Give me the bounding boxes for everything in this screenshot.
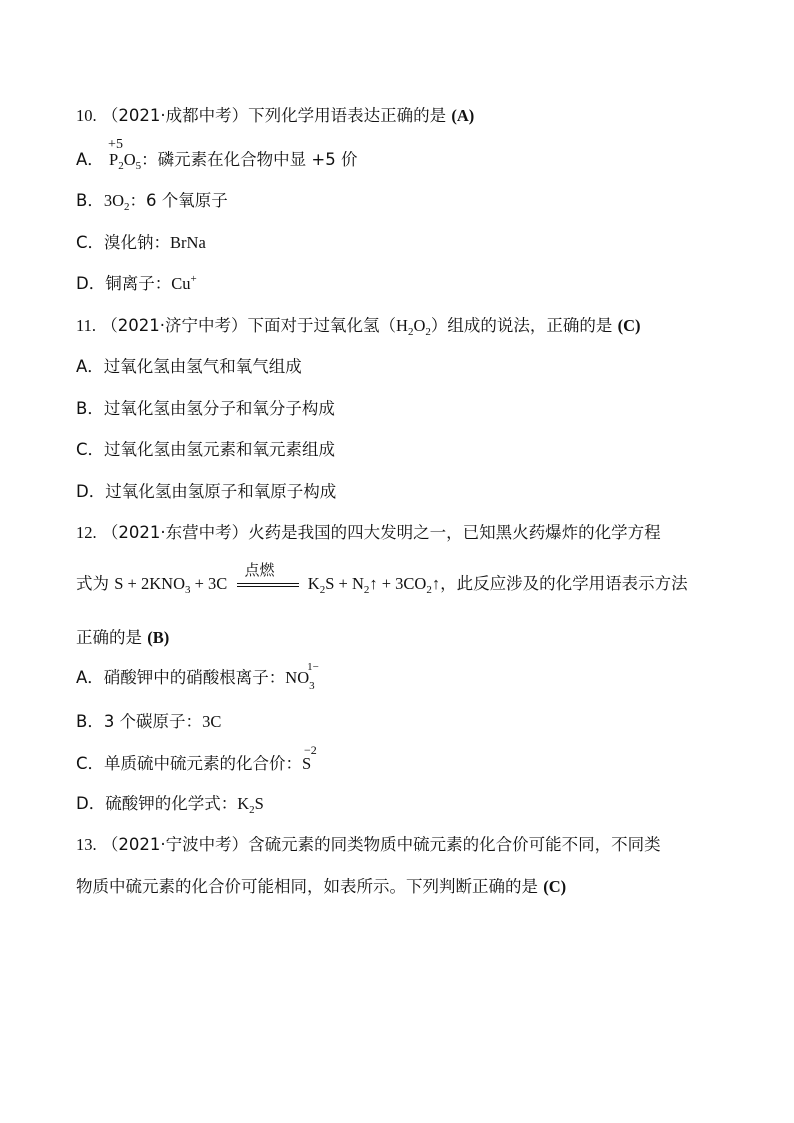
q12-eq-post: ，此反应涉及的化学用语表示方法 [440, 574, 688, 593]
q13-line2-text: 物质中硫元素的化合价可能相同，如表所示。下列判断正确的是 [76, 877, 538, 896]
q12-c-symbol: S [302, 754, 312, 773]
q12-eq-r1: K [307, 574, 320, 593]
q10-d-text: 铜离子： [105, 274, 172, 293]
q13-stem [76, 834, 661, 856]
q10-a-formula [108, 137, 123, 171]
q12-eq-left: S + 2KNO [114, 574, 185, 593]
q12-option-b [76, 711, 221, 733]
q10-c-formula: BrNa [170, 233, 206, 252]
q10-stem-text: 下列化学用语表达正确的是 [248, 106, 447, 125]
q12-stem-text: 火药是我国的四大发明之一，已知黑火药爆炸的化学方程 [248, 523, 661, 542]
q10-a-p: P [109, 150, 119, 169]
q12-stem-line3 [76, 627, 169, 649]
q10-b-text: ：6 个氧原子 [129, 191, 228, 210]
q10-source: （2021·成都中考） [101, 106, 249, 125]
nitrate-ion [285, 661, 319, 692]
q12-equation-line [76, 561, 688, 596]
q11-stem-text2: ）组成的说法，正确的是 [430, 316, 613, 335]
q10-d-charge: + [190, 273, 197, 285]
q12-b-formula: 3C [202, 712, 222, 731]
q12-eq-r1-sub: 2 [319, 584, 326, 596]
reaction-arrow [237, 561, 299, 595]
q10-option-c [76, 232, 206, 254]
q11-formula-o: O [413, 316, 426, 335]
q12-option-c [76, 743, 317, 775]
q12-eq-r2-sub: 2 [363, 584, 370, 596]
q11-option-c: C．过氧化氢由氢元素和氧元素组成 [76, 440, 336, 459]
q11-formula-h: H [396, 316, 408, 335]
q10-number: 10. [76, 106, 97, 125]
q11-option-a: A．过氧化氢由氢气和氧气组成 [76, 357, 302, 376]
q10-c-label: C． [76, 233, 105, 252]
q12-c-text: C．单质硫中硫元素的化合价： [76, 754, 303, 773]
q13-stem-line2 [76, 876, 566, 898]
q11-option-b: B．过氧化氢由氢分子和氧分子构成 [76, 399, 335, 418]
q10-stem [76, 105, 474, 127]
q12-eq-r3b: ↑ [431, 574, 441, 593]
q12-eq-pre: 式为 [76, 574, 109, 593]
sulfur-valence [302, 743, 317, 775]
q11-option-d: D．过氧化氢由氢原子和氧原子构成 [76, 482, 337, 501]
q10-a-sub1: 2 [118, 160, 124, 172]
q12-a-formula: NO [285, 668, 310, 687]
q10-a-text: ：磷元素在化合物中显 +5 价 [141, 150, 358, 169]
q13-number: 13. [76, 835, 97, 854]
q10-d-formula: Cu [171, 274, 191, 293]
q10-a-o: O [123, 150, 136, 169]
q12-stem [76, 522, 661, 544]
q12-source: （2021·东营中考） [101, 523, 249, 542]
q12-eq-left-sub: 3 [184, 584, 191, 596]
q11-sub2: 2 [425, 326, 431, 338]
q12-eq-r2b: ↑ + 3CO [369, 574, 427, 593]
q10-answer: (A) [451, 106, 475, 125]
q12-eq-left2: + 3C [190, 574, 228, 593]
q12-d-k: K [237, 794, 250, 813]
q11-sub1: 2 [407, 326, 414, 338]
q10-b-formula: 3O [103, 191, 124, 210]
q10-b-sub: 2 [124, 201, 130, 213]
q10-option-b [76, 190, 228, 212]
q10-option-d [76, 273, 197, 295]
q11-stem-text: 下面对于过氧化氢（ [247, 316, 397, 335]
q12-answer: (B) [147, 628, 170, 647]
q12-line3-text: 正确的是 [76, 628, 142, 647]
q10-d-label: D． [76, 274, 106, 293]
q12-eq-r1b: S + N [325, 574, 364, 593]
q12-c-valence: −2 [304, 743, 317, 757]
q12-d-text: D．硫酸钾的化学式： [76, 794, 238, 813]
q10-c-text: 溴化钠： [104, 233, 171, 252]
q11-answer: (C) [617, 316, 641, 335]
q13-answer: (C) [543, 877, 567, 896]
q10-a-valence: +5 [108, 137, 123, 152]
q12-b-text: B．3 个碳原子： [76, 712, 203, 731]
q12-a-text: A．硝酸钾中的硝酸根离子： [76, 668, 286, 687]
q10-b-label: B． [76, 191, 104, 210]
q12-d-sub: 2 [249, 804, 255, 816]
q11-number: 11. [76, 316, 97, 335]
q10-option-a [76, 137, 358, 172]
q11-source: （2021·济宁中考） [101, 316, 248, 335]
q12-number: 12. [76, 523, 97, 542]
q10-a-label: A． [76, 150, 104, 169]
q12-a-sub: 3 [309, 680, 315, 692]
q12-option-d [76, 793, 264, 815]
reaction-condition: 点燃 [244, 561, 275, 579]
q12-d-s: S [254, 794, 264, 813]
q13-stem-text: 含硫元素的同类物质中硫元素的化合价可能不同，不同类 [248, 835, 661, 854]
q12-option-a [76, 661, 319, 692]
q11-stem [76, 315, 641, 337]
q10-a-sub2: 5 [135, 160, 142, 172]
q12-eq-r3-sub: 2 [426, 584, 432, 596]
q13-source: （2021·宁波中考） [101, 835, 249, 854]
q12-a-charge: 1− [307, 661, 319, 673]
